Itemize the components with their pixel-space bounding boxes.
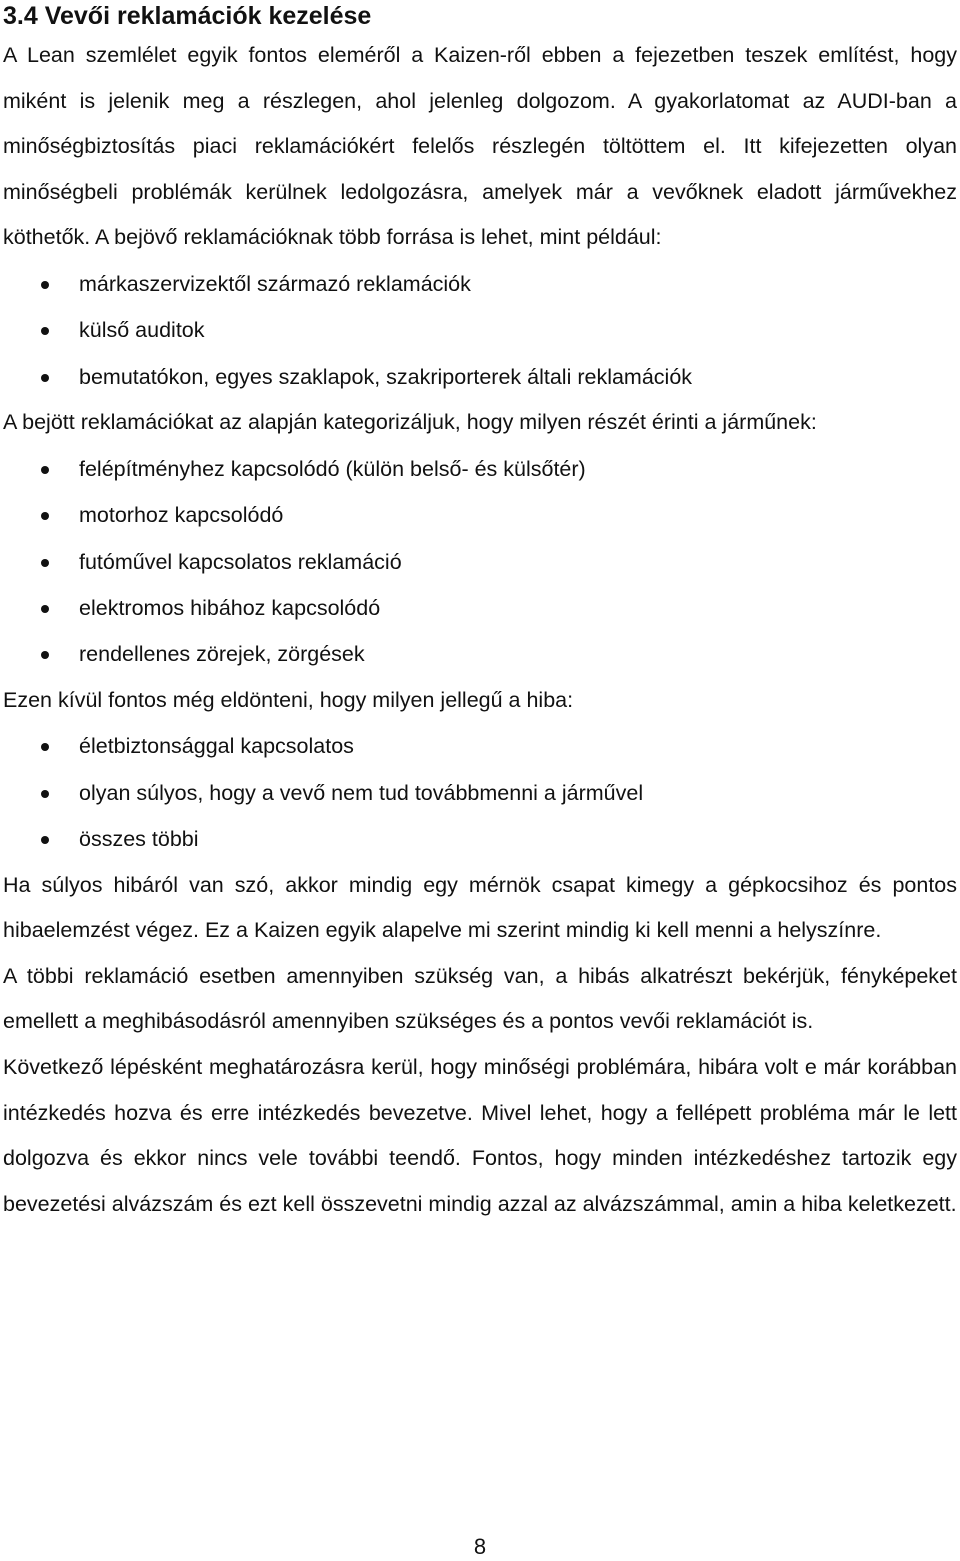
bullet-icon xyxy=(41,281,49,289)
list-item xyxy=(3,307,957,353)
categories-list xyxy=(3,446,957,678)
list-item-text: olyan súlyos, hogy a vevő nem tud továbbmenni a járművel xyxy=(79,780,644,805)
other-paragraph: A többi reklamáció esetben amennyiben szükség van, a hibás alkatrészt bekérjük, fényképeket emellett a meghibásodásról amennyiben szükséges és a pontos vevői reklamációt is. xyxy=(3,963,957,1034)
list-item-text: bemutatókon, egyes szaklapok, szakriporterek általi reklamációk xyxy=(79,364,693,389)
list-item xyxy=(3,354,957,400)
list-item-text: külső auditok xyxy=(79,318,205,343)
bullet-icon xyxy=(41,559,49,567)
bullet-icon xyxy=(41,374,49,382)
list-item xyxy=(3,261,957,307)
section-title: 3.4 Vevői reklamációk kezelése xyxy=(3,2,372,30)
list-item-text: rendellenes zörejek, zörgések xyxy=(79,642,365,667)
categorize-paragraph: A bejött reklamációkat az alapján kategorizáljuk, hogy milyen részét érinti a járműnek: xyxy=(3,410,817,435)
list-item-text: futóművel kapcsolatos reklamáció xyxy=(79,549,402,574)
bullet-icon xyxy=(41,651,49,659)
bullet-icon xyxy=(41,743,49,751)
bullet-icon xyxy=(41,466,49,474)
list-item xyxy=(3,723,957,769)
list-item xyxy=(3,631,957,677)
list-item xyxy=(3,816,957,862)
decide-paragraph: Ezen kívül fontos még eldönteni, hogy milyen jellegű a hiba: xyxy=(3,687,574,712)
document-page xyxy=(3,0,957,1227)
list-item-text: elektromos hibához kapcsolódó xyxy=(79,596,381,620)
list-item xyxy=(3,585,957,631)
bullet-icon xyxy=(41,790,49,798)
bullet-icon xyxy=(41,327,49,335)
list-item-text: motorhoz kapcsolódó xyxy=(79,503,284,528)
bullet-icon xyxy=(41,512,49,520)
list-item-text: összes többi xyxy=(79,827,199,852)
intro-paragraph: A Lean szemlélet egyik fontos eleméről a Kaizen-ről ebben a fejezetben teszek említést, hogy miként is jelenik meg a részlegen, ahol jelenleg dolgozom. A gyakorlatomat az AUDI-ban a minőségbiztosítás piaci reklamációkért felelős részlegén töltöttem el. Itt kifejezetten olyan minőségbeli problémák kerülnek ledolgozásra, amelyek már a vevőknek eladott járművekhez köthetők. A bejövő reklamációknak több forrása is lehet, mint például: xyxy=(3,43,957,250)
list-item xyxy=(3,492,957,538)
list-item xyxy=(3,539,957,585)
bullet-icon xyxy=(41,605,49,613)
bullet-icon xyxy=(41,836,49,844)
list-item-text: életbiztonsággal kapcsolatos xyxy=(79,734,354,759)
next-step-paragraph: Következő lépésként meghatározásra kerül, hogy minőségi problémára, hibára volt e már korábban intézkedés hozva és erre intézkedés bevezetve. Mivel lehet, hogy a fellépett probléma már le lett dolgozva és ekkor nincs vele további teendő. Fontos, hogy minden intézkedéshez tartozik egy bevezetési alvázszám és ezt kell összevetni mindig azzal az alvázszámmal, amin a hiba keletkezett. xyxy=(3,1055,957,1216)
serious-paragraph: Ha súlyos hibáról van szó, akkor mindig egy mérnök csapat kimegy a gépkocsihoz és pontos hibaelemzést végez. Ez a Kaizen egyik alapelve mi szerint mindig ki kell menni a helyszínre. xyxy=(3,872,957,943)
list-item xyxy=(3,446,957,492)
list-item-text: felépítményhez kapcsolódó (külön belső- és külsőtér) xyxy=(79,456,586,481)
page-number: 8 xyxy=(473,1534,487,1559)
severity-list xyxy=(3,723,957,862)
list-item-text: márkaszervizektől származó reklamációk xyxy=(79,271,471,296)
sources-list xyxy=(3,261,957,400)
list-item xyxy=(3,770,957,816)
